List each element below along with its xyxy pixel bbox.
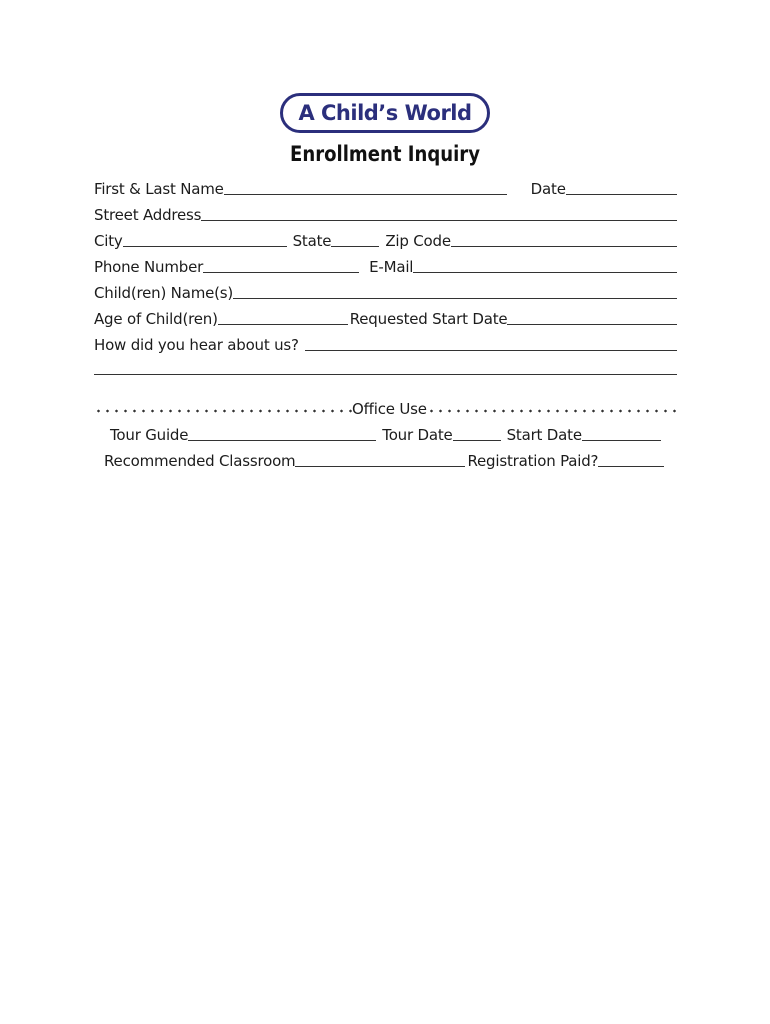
street-field[interactable]	[201, 220, 677, 221]
tour-row	[110, 420, 661, 444]
zip-field[interactable]	[451, 246, 677, 247]
referral-row	[94, 330, 677, 354]
registration-field[interactable]	[598, 466, 664, 467]
dotted-rule-right	[427, 409, 677, 413]
dotted-rule-left	[94, 409, 352, 413]
city-field[interactable]	[123, 246, 287, 247]
name-label: First & Last Name	[94, 180, 224, 198]
classroom-field[interactable]	[295, 466, 465, 467]
age-start-row	[94, 304, 677, 328]
name-field[interactable]	[224, 194, 507, 195]
phone-field[interactable]	[203, 272, 359, 273]
tour-guide-field[interactable]	[188, 440, 376, 441]
registration-label: Registration Paid?	[467, 452, 599, 470]
office-start-date-field[interactable]	[582, 440, 661, 441]
office-start-date-label: Start Date	[506, 426, 582, 444]
zip-label: Zip Code	[385, 232, 451, 250]
email-field[interactable]	[413, 272, 677, 273]
phone-label: Phone Number	[94, 258, 204, 276]
tour-guide-label: Tour Guide	[110, 426, 189, 444]
referral-label: How did you hear about us?	[94, 336, 299, 354]
street-row	[94, 200, 677, 224]
children-field[interactable]	[233, 298, 677, 299]
classroom-label: Recommended Classroom	[104, 452, 296, 470]
age-field[interactable]	[218, 324, 348, 325]
logo-text: A Child’s World	[298, 101, 472, 125]
requested-start-label: Requested Start Date	[349, 310, 508, 328]
date-label: Date	[530, 180, 566, 198]
children-label: Child(ren) Name(s)	[94, 284, 234, 302]
phone-email-row	[94, 252, 677, 276]
children-row	[94, 278, 677, 302]
state-field[interactable]	[331, 246, 379, 247]
classroom-row	[104, 446, 664, 470]
city-state-zip-row	[94, 226, 677, 250]
company-logo	[280, 93, 490, 133]
street-label: Street Address	[94, 206, 202, 224]
office-use-heading: Office Use	[352, 400, 427, 418]
name-date-row	[94, 174, 677, 198]
tour-date-field[interactable]	[453, 440, 501, 441]
age-label: Age of Child(ren)	[94, 310, 218, 328]
referral-field[interactable]	[305, 350, 677, 351]
email-label: E-Mail	[369, 258, 414, 276]
state-label: State	[292, 232, 332, 250]
tour-date-label: Tour Date	[382, 426, 453, 444]
requested-start-field[interactable]	[507, 324, 677, 325]
office-use-divider	[94, 394, 677, 418]
date-field[interactable]	[566, 194, 677, 195]
city-label: City	[94, 232, 123, 250]
form-title: Enrollment Inquiry	[290, 142, 480, 166]
referral-field-continued[interactable]	[94, 374, 677, 375]
